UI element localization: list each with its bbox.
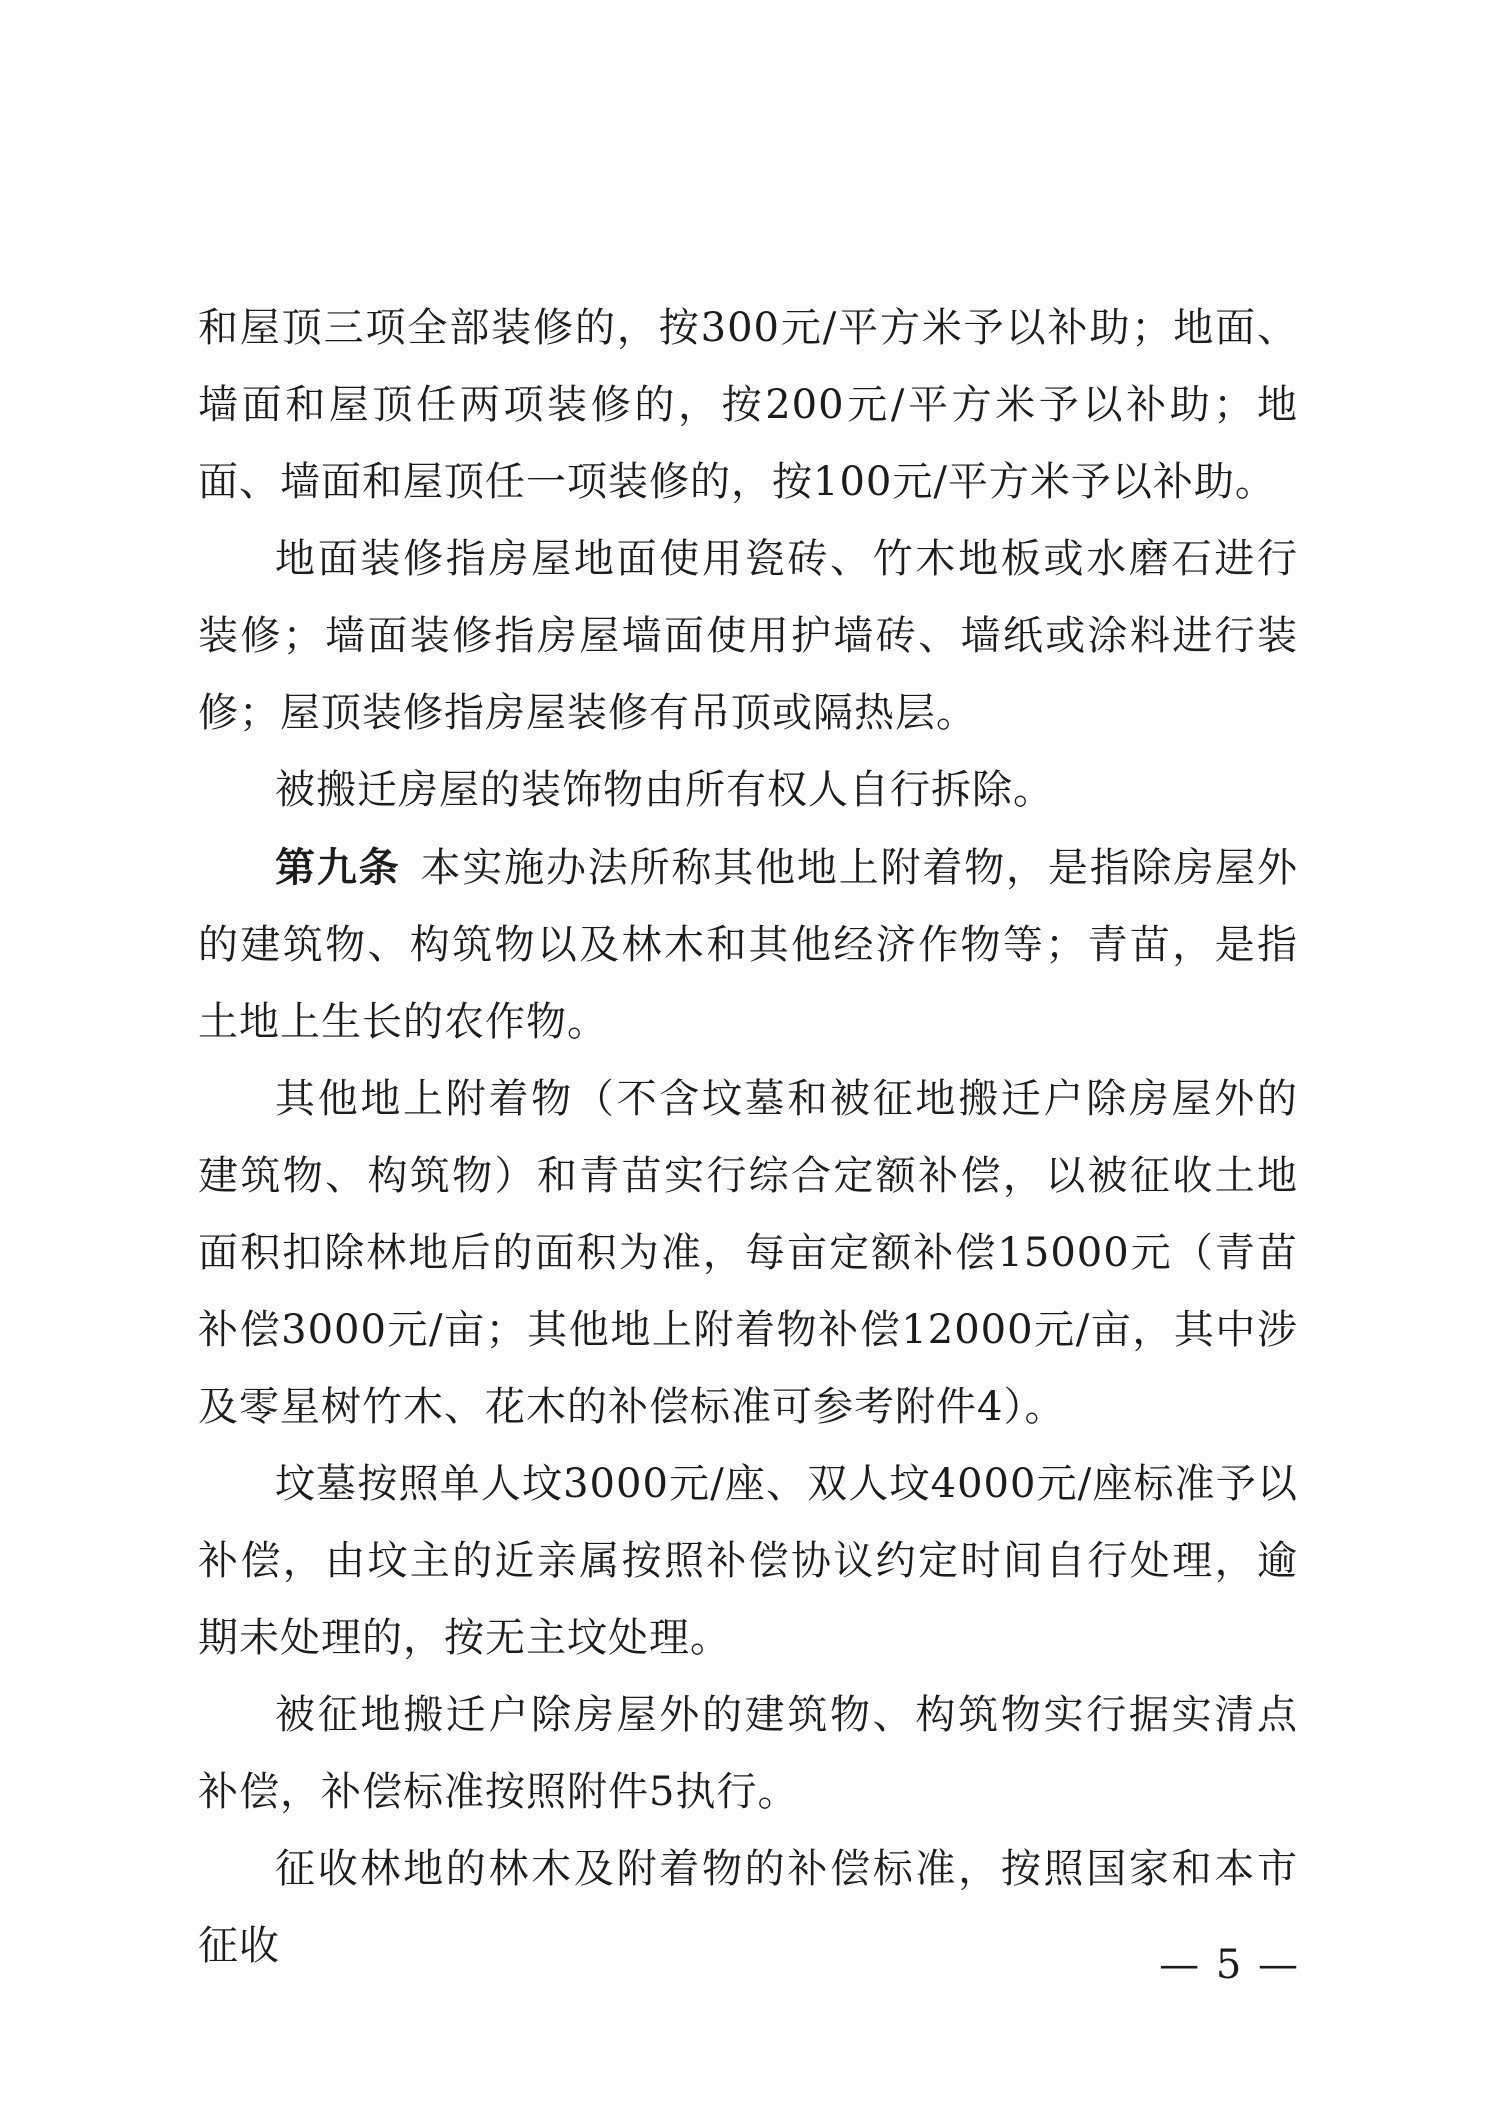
document-body — [198, 290, 1298, 1985]
paragraph-text: 被搬迁房屋的装饰物由所有权人自行拆除。 — [275, 767, 1054, 813]
paragraph-text: 其他地上附着物（不含坟墓和被征地搬迁户除房屋外的建筑物、构筑物）和青苗实行综合定额补偿，以被征收土地面积扣除林地后的面积为准，每亩定额补偿15000元（青苗补偿3000元/亩；其他地上附着物补偿12000元/亩，其中涉及零星树竹木、花木的补偿标准可参考附件4）。 — [198, 1076, 1298, 1430]
paragraph-8 — [198, 1831, 1298, 1985]
paragraph-text: 本实施办法所称其他地上附着物，是指除房屋外的建筑物、构筑物以及林木和其他经济作物等；青苗，是指土地上生长的农作物。 — [198, 845, 1299, 1045]
paragraph-3 — [198, 752, 1298, 829]
paragraph-text: 被征地搬迁户除房屋外的建筑物、构筑物实行据实清点补偿，补偿标准按照附件5执行。 — [198, 1692, 1298, 1815]
paragraph-2 — [198, 521, 1298, 752]
paragraph-6 — [198, 1446, 1298, 1677]
paragraph-text: 征收林地的林木及附着物的补偿标准，按照国家和本市征收 — [198, 1846, 1298, 1969]
paragraph-1 — [198, 290, 1298, 521]
paragraph-text: 和屋顶三项全部装修的，按300元/平方米予以补助；地面、墙面和屋顶任两项装修的，按200元/平方米予以补助；地面、墙面和屋顶任一项装修的，按100元/平方米予以补助。 — [198, 305, 1298, 505]
page-number: — 5 — — [1159, 1942, 1300, 1988]
paragraph-4-article-9 — [198, 829, 1298, 1061]
paragraph-7 — [198, 1677, 1298, 1831]
article-label: 第九条 — [275, 844, 401, 891]
paragraph-text: 地面装修指房屋地面使用瓷砖、竹木地板或水磨石进行装修；墙面装修指房屋墙面使用护墙砖、墙纸或涂料进行装修；屋顶装修指房屋装修有吊顶或隔热层。 — [198, 536, 1298, 736]
paragraph-text: 坟墓按照单人坟3000元/座、双人坟4000元/座标准予以补偿，由坟主的近亲属按照补偿协议约定时间自行处理，逾期未处理的，按无主坟处理。 — [198, 1461, 1298, 1661]
paragraph-5 — [198, 1061, 1298, 1446]
